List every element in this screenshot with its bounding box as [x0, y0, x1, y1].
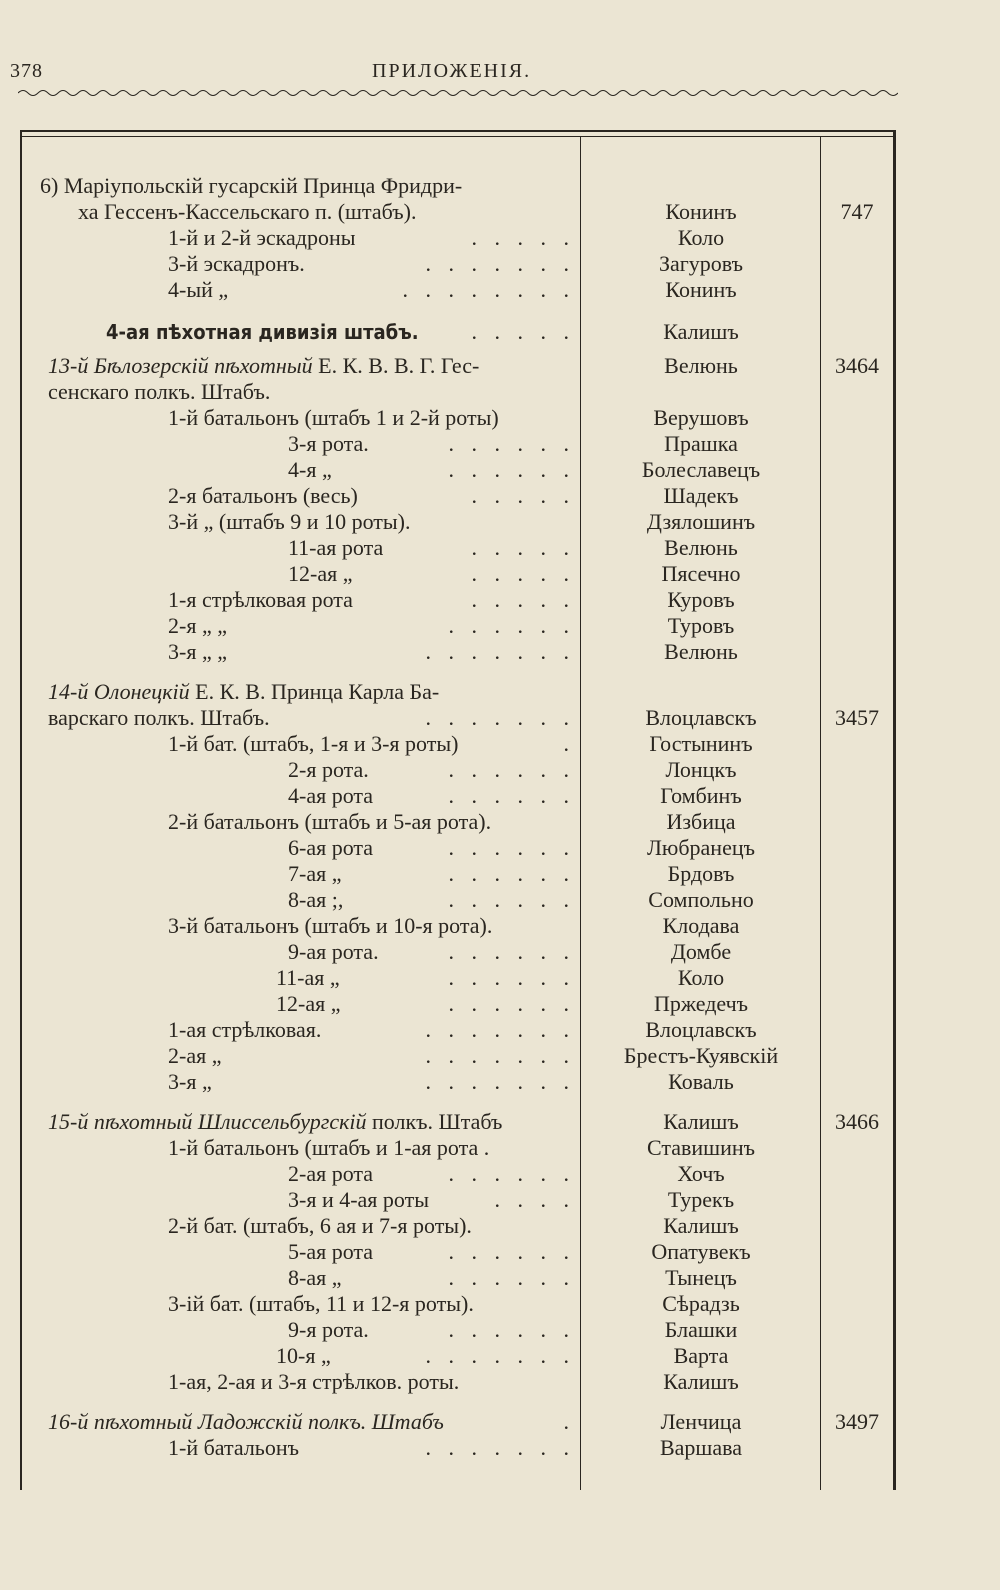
- leader-dots: . . . . . .: [448, 1161, 575, 1186]
- leader-dots: . . . . . .: [448, 1265, 575, 1290]
- row-location: Коваль: [668, 1069, 734, 1094]
- table-row: [20, 1265, 896, 1292]
- row-location: Болеславецъ: [641, 457, 761, 482]
- row-description: варскаго полкъ. Штабъ.: [48, 705, 270, 730]
- table-row: [20, 251, 896, 278]
- row-description: сенскаго полкъ. Штабъ.: [48, 379, 271, 404]
- row-location: Тынецъ: [665, 1265, 737, 1290]
- row-location: Прашка: [664, 431, 738, 456]
- leader-dots: . . . .: [494, 1187, 575, 1212]
- row-description: 14-й Олонецкій Е. К. В. Принца Карла Ба-: [48, 679, 440, 704]
- row-description: 15-й пѣхотный Шлиссельбургскій полкъ. Штабъ: [48, 1109, 503, 1134]
- row-description: 2-й бат. (штабъ, 6 ая и 7-я роты).: [168, 1213, 472, 1238]
- table-row: [20, 1435, 896, 1462]
- row-location: Калишъ: [663, 1109, 739, 1134]
- row-description: 6) Маріупольскій гусарскій Принца Фридри-: [40, 173, 463, 198]
- table-row: [20, 965, 896, 992]
- table-row: [20, 379, 896, 406]
- row-location: Блашки: [664, 1317, 738, 1342]
- row-description: 1-й батальонъ (штабъ 1 и 2-й роты): [168, 405, 499, 430]
- row-location: Велюнь: [664, 535, 738, 560]
- row-number: 3466: [835, 1109, 879, 1134]
- table-row: [20, 277, 896, 304]
- table-row: [20, 225, 896, 252]
- leader-dots: . . . . .: [471, 483, 575, 508]
- row-location: Велюнь: [664, 353, 738, 378]
- row-description: 13-й Бѣлозерскій пѣхотный Е. К. В. В. Г. Гес-: [48, 353, 480, 378]
- table-row: [20, 1239, 896, 1266]
- leader-dots: . . . . . .: [448, 887, 575, 912]
- row-description: 3-я и 4-ая роты: [288, 1187, 430, 1212]
- leader-dots: . . . . . .: [448, 757, 575, 782]
- frame-top-rule: [20, 130, 896, 132]
- leader-dots: . . . . . .: [448, 431, 575, 456]
- row-description: 5-ая рота: [288, 1239, 374, 1264]
- row-description: 1-й батальонъ (штабъ и 1-ая рота .: [168, 1135, 490, 1160]
- leader-dots: . . . . . . .: [425, 705, 575, 730]
- leader-dots: . . . . . . .: [425, 1043, 575, 1068]
- row-description: 1-я стрѣлковая рота: [168, 587, 353, 612]
- row-location: Коло: [677, 225, 725, 250]
- table-row: [20, 1409, 896, 1436]
- table-row: [20, 405, 896, 432]
- row-description: 7-ая „: [288, 861, 342, 886]
- row-location: Домбе: [670, 939, 732, 964]
- row-description: 2-ая „: [168, 1043, 222, 1068]
- table-row: [20, 1187, 896, 1214]
- table-row: [20, 353, 896, 380]
- row-location: Верушовъ: [653, 405, 749, 430]
- page-header: [0, 58, 1000, 98]
- row-description: 1-й батальонъ: [168, 1435, 299, 1460]
- row-description: 9-ая рота.: [288, 939, 379, 964]
- row-location: Сомпольно: [648, 887, 754, 912]
- row-description: 8-ая „: [288, 1265, 342, 1290]
- row-description: 11-ая „: [276, 965, 340, 990]
- table-row: [20, 431, 896, 458]
- row-description: 3-й эскадронъ.: [168, 251, 305, 276]
- row-location: Ставишинъ: [646, 1135, 756, 1160]
- table-row: [20, 457, 896, 484]
- row-description: 2-ая рота: [288, 1161, 374, 1186]
- row-description: 4-ая пѣхотная дивизія штабъ.: [106, 320, 419, 344]
- table-row: [20, 705, 896, 732]
- table-row: [20, 1343, 896, 1370]
- row-description: 1-й бат. (штабъ, 1-я и 3-я роты): [168, 731, 459, 756]
- table-row: [20, 483, 896, 510]
- row-description: 11-ая рота: [288, 535, 384, 560]
- row-description: 10-я „: [276, 1343, 331, 1368]
- row-location: Брдовъ: [667, 861, 735, 886]
- table-row: [20, 1017, 896, 1044]
- row-description: 2-я рота.: [288, 757, 369, 782]
- row-location: Брестъ-Куявскій: [623, 1043, 779, 1068]
- row-description: 2-я батальонъ (весь): [168, 483, 358, 508]
- row-location: Сѣрадзь: [662, 1291, 740, 1316]
- row-number: 747: [840, 199, 874, 224]
- leader-dots: . . . . . .: [448, 613, 575, 638]
- table-row: [20, 679, 896, 706]
- row-location: Пржедечъ: [653, 991, 749, 1016]
- table-row: [20, 613, 896, 640]
- table-row: [20, 319, 896, 346]
- leader-dots: . . . . . .: [448, 783, 575, 808]
- row-location: Конинъ: [665, 199, 737, 224]
- leader-dots: . . . . .: [471, 319, 575, 344]
- row-description: 2-я „ „: [168, 613, 227, 638]
- leader-dots: . . . . . .: [448, 457, 575, 482]
- leader-dots: . . . . . .: [448, 991, 575, 1016]
- leader-dots: . . . . . .: [448, 861, 575, 886]
- table-row: [20, 509, 896, 536]
- row-description: 2-й батальонъ (штабъ и 5-ая рота).: [168, 809, 492, 834]
- leader-dots: . . . . . .: [448, 1317, 575, 1342]
- row-location: Туровъ: [667, 613, 735, 638]
- row-location: Лонцкъ: [665, 757, 737, 782]
- leader-dots: . . . . . . .: [425, 1435, 575, 1460]
- table-row: [20, 1291, 896, 1318]
- wavy-rule: [18, 88, 898, 98]
- row-description: 3-й „ (штабъ 9 и 10 роты).: [168, 509, 411, 534]
- row-location: Шадекъ: [663, 483, 739, 508]
- row-location: Влоцлавскъ: [645, 1017, 757, 1042]
- leader-dots: . . . . .: [471, 535, 575, 560]
- row-location: Куровъ: [667, 587, 735, 612]
- row-location: Любранецъ: [646, 835, 755, 860]
- row-location: Избица: [666, 809, 736, 834]
- leader-dots: . . . . . .: [448, 835, 575, 860]
- table-row: [20, 1317, 896, 1344]
- row-description: 16-й пѣхотный Ладожскій полкъ. Штабъ: [48, 1409, 444, 1434]
- table-row: [20, 1161, 896, 1188]
- leader-dots: . . . . . .: [448, 1239, 575, 1264]
- row-location: Коло: [677, 965, 725, 990]
- table-row: [20, 639, 896, 666]
- row-location: Загуровъ: [658, 251, 744, 276]
- table-row: [20, 731, 896, 758]
- row-location: Пясечно: [661, 561, 741, 586]
- page-number: 378: [10, 60, 43, 82]
- leader-dots: . . . . . . .: [425, 1017, 575, 1042]
- row-description: ха Гессенъ-Кассельскаго п. (штабъ).: [78, 199, 417, 224]
- table-row: [20, 535, 896, 562]
- table-row: [20, 835, 896, 862]
- row-description: 1-ая стрѣлковая.: [168, 1017, 322, 1042]
- row-location: Калишъ: [663, 319, 739, 344]
- row-location: Клодава: [662, 913, 740, 938]
- leader-dots: . . . . . .: [448, 939, 575, 964]
- row-description: 4-я „: [288, 457, 332, 482]
- leader-dots: . . . . . . .: [425, 1343, 575, 1368]
- leader-dots: . . . . . . . .: [402, 277, 575, 302]
- row-location: Влоцлавскъ: [645, 705, 757, 730]
- leader-dots: . . . . . . .: [425, 1069, 575, 1094]
- table-row: [20, 199, 896, 226]
- row-location: Калишъ: [663, 1369, 739, 1394]
- row-number: 3464: [835, 353, 879, 378]
- row-location: Турекъ: [667, 1187, 735, 1212]
- table-row: [20, 783, 896, 810]
- row-description: 6-ая рота: [288, 835, 374, 860]
- leader-dots: . . . . . .: [448, 965, 575, 990]
- row-location: Ленчица: [660, 1409, 742, 1434]
- leader-dots: .: [563, 731, 575, 756]
- table-row: [20, 1135, 896, 1162]
- table-row: [20, 757, 896, 784]
- row-location: Гостынинъ: [649, 731, 753, 756]
- table-row: [20, 861, 896, 888]
- row-description: 9-я рота.: [288, 1317, 369, 1342]
- running-title: ПРИЛОЖЕНІЯ.: [372, 60, 532, 82]
- leader-dots: . . . . .: [471, 587, 575, 612]
- row-description: 3-й батальонъ (штабъ и 10-я рота).: [168, 913, 493, 938]
- leader-dots: .: [563, 1409, 575, 1434]
- row-location: Хочъ: [677, 1161, 725, 1186]
- row-description: 8-ая ;,: [288, 887, 344, 912]
- leader-dots: . . . . .: [471, 561, 575, 586]
- table-row: [20, 1109, 896, 1136]
- table-row: [20, 939, 896, 966]
- row-description: 3-ій бат. (штабъ, 11 и 12-я роты).: [168, 1291, 474, 1316]
- table-row: [20, 887, 896, 914]
- row-location: Калишъ: [663, 1213, 739, 1238]
- row-location: Дзялошинъ: [646, 509, 756, 534]
- row-description: 12-ая „: [288, 561, 353, 586]
- table-row: [20, 1043, 896, 1070]
- table-row: [20, 913, 896, 940]
- table-row: [20, 1213, 896, 1240]
- row-location: Гомбинъ: [660, 783, 742, 808]
- row-location: Конинъ: [665, 277, 737, 302]
- row-location: Опатувекъ: [651, 1239, 751, 1264]
- row-description: 3-я „ „: [168, 639, 227, 664]
- row-description: 3-я „: [168, 1069, 212, 1094]
- row-description: 12-ая „: [276, 991, 341, 1016]
- frame-top-rule-thin: [20, 136, 896, 137]
- table-row: [20, 991, 896, 1018]
- row-location: Варта: [673, 1343, 729, 1368]
- table-row: [20, 587, 896, 614]
- row-description: 4-ая рота: [288, 783, 374, 808]
- row-description: 4-ый „: [168, 277, 229, 302]
- row-number: 3497: [835, 1409, 879, 1434]
- row-description: 1-й и 2-й эскадроны: [168, 225, 356, 250]
- leader-dots: . . . . .: [471, 225, 575, 250]
- row-number: 3457: [835, 705, 879, 730]
- row-description: 1-ая, 2-ая и 3-я стрѣлков. роты.: [168, 1369, 460, 1394]
- table-row: [20, 173, 896, 200]
- row-location: Велюнь: [664, 639, 738, 664]
- leader-dots: . . . . . . .: [425, 639, 575, 664]
- table-row: [20, 1369, 896, 1396]
- table-row: [20, 561, 896, 588]
- row-description: 3-я рота.: [288, 431, 369, 456]
- row-location: Варшава: [659, 1435, 742, 1460]
- table-row: [20, 1069, 896, 1096]
- table-row: [20, 809, 896, 836]
- leader-dots: . . . . . . .: [425, 251, 575, 276]
